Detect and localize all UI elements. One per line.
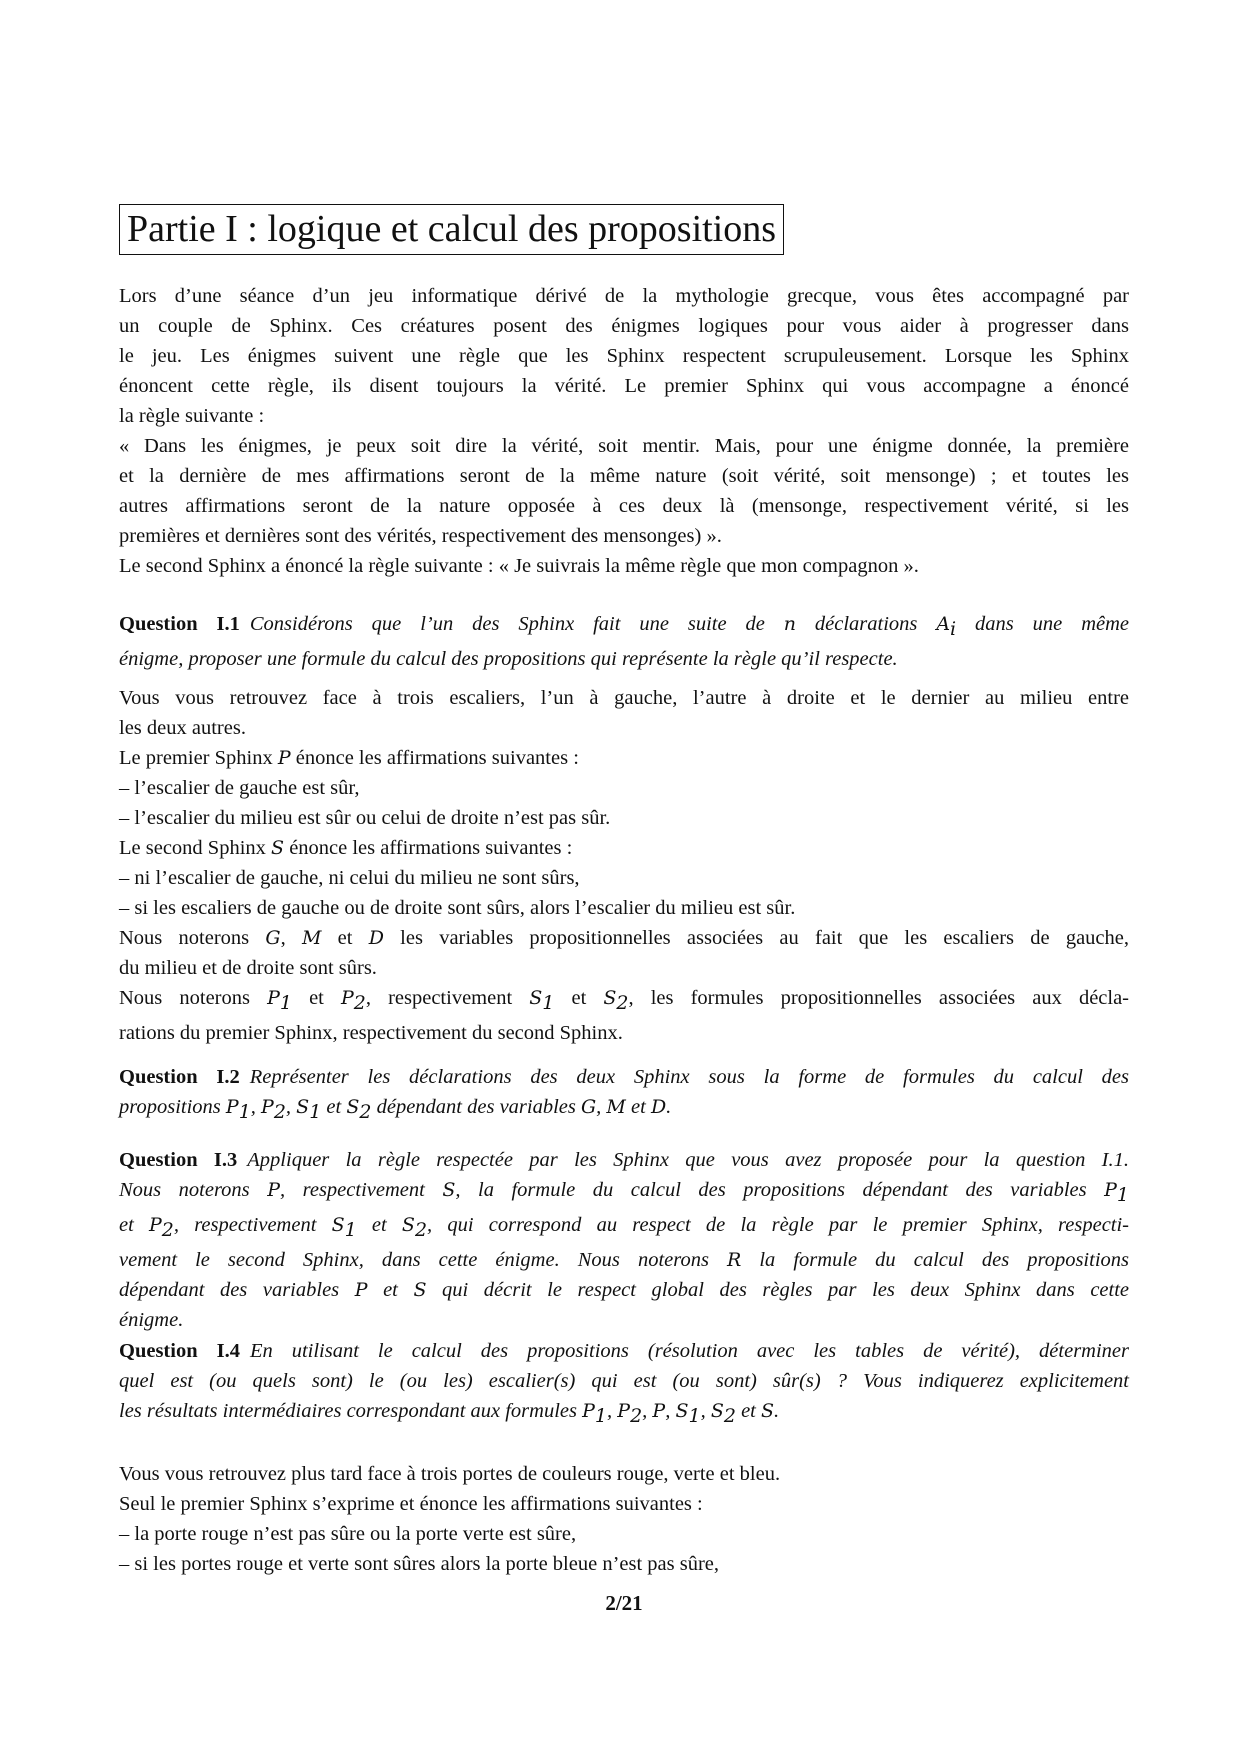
question-1 [119,609,1129,674]
text-line: Seul le premier Sphinx s’exprime et énonce les affirmations suivantes : [119,1493,703,1515]
punct: , [700,1400,711,1422]
math-subscript: i [950,618,957,641]
text-line: les variables propositionnelles associées au fait que les escaliers de gauche, [383,927,1130,949]
conjunction: et [625,1096,651,1118]
text-line: Vous vous retrouvez plus tard face à trois portes de couleurs rouge, verte et bleu. [119,1463,781,1485]
math-var: S [296,1096,310,1118]
question-text: qui décrit le respect global des règles par les deux Sphinx dans cette [426,1279,1130,1302]
intro-paragraph [119,281,1129,581]
question-text: Nous noterons [119,1179,268,1201]
text-line: et la dernière de mes affirmations seront de la même nature (soit vérité, soit mensonge) ; et toutes les [119,465,1129,487]
text-line: Lors d’une séance d’un jeu informatique dérivé de la mythologie grecque, vous êtes accompagné par [119,285,1129,307]
math-var: P [1104,1179,1117,1201]
conjunction: et [321,927,369,949]
punct: , [280,927,302,949]
text-line: , respectivement [365,987,530,1009]
punct: , [665,1400,676,1422]
math-var: P [582,1400,595,1422]
question-text: énigme. [119,1309,184,1332]
math-var: P [354,1279,368,1302]
math-var: M [606,1096,626,1118]
question-text: dépendant des variables [119,1279,355,1302]
text-line: Nous noterons [119,927,266,949]
punct: , [596,1096,607,1118]
math-subscript: 1 [594,1405,608,1428]
math-var: P [267,1179,280,1201]
math-var: M [301,927,322,949]
conjunction: et [356,1214,402,1237]
question-text: vement le second Sphinx, dans cette énigme. Nous noterons [119,1249,727,1272]
list-item: – l’escalier du milieu est sûr ou celui de droite n’est pas sûr. [119,807,611,829]
math-var: G [580,1096,597,1118]
conjunction: et [367,1279,414,1302]
text-line: Vous vous retrouvez face à trois escaliers, l’un à gauche, l’autre à droite et le dernier au milieu entre [119,687,1129,709]
list-item: – ni l’escalier de gauche, ni celui du milieu ne sont sûrs, [119,867,580,889]
question-text: propositions [119,1096,226,1118]
question-label: Question I.4 [119,1340,240,1362]
conjunction: et [554,987,604,1009]
math-var: P [617,1400,631,1422]
question-text: déclarations [795,613,937,635]
math-subscript: 1 [344,1219,357,1242]
question-text: dépendant des variables [371,1096,581,1118]
list-item: – l’escalier de gauche est sûr, [119,777,360,799]
punct: . [666,1096,672,1118]
math-var: S [442,1179,456,1201]
question-text: Considérons que l’un des Sphinx fait une suite de [249,613,784,635]
punct: , [642,1400,653,1422]
punct: . [774,1400,780,1422]
math-var: S [761,1400,775,1422]
math-var: S [603,987,617,1009]
text-line: la règle suivante : [119,405,265,427]
question-text: Appliquer la règle respectée par les Sphinx que vous avez proposée pour la question I.1. [247,1149,1129,1171]
question-3 [119,1145,1129,1335]
math-var: S [346,1096,360,1118]
math-subscript: 2 [414,1219,428,1242]
text-line: le jeu. Les énigmes suivent une règle que les Sphinx respectent scrupuleusement. Lorsque les Sphinx [119,345,1129,367]
text-line: Le second Sphinx a énoncé la règle suivante : « Je suivrais la même règle que mon compagnon ». [119,555,919,577]
math-subscript: 1 [542,992,555,1015]
text-line: rations du premier Sphinx, respectivement du second Sphinx. [119,1022,623,1045]
section-title: Partie I : logique et calcul des propositions [119,204,784,255]
math-subscript: 2 [616,992,629,1015]
question-2 [119,1062,1129,1127]
math-var: S [271,837,285,859]
math-subscript: 2 [359,1101,372,1124]
question-text: la formule du calcul des propositions [741,1249,1129,1272]
math-var: P [261,1096,274,1118]
math-var: P [225,1096,239,1118]
math-var: S [675,1400,689,1422]
text-line: autres affirmations seront de la nature opposée à ces deux là (mensonge, respectivement vérité, si les [119,495,1129,517]
math-var: A [936,613,951,635]
math-subscript: 1 [238,1101,251,1124]
text-line: Le second Sphinx [119,837,272,859]
math-subscript: 2 [723,1405,736,1428]
question-text: , respectivement [279,1179,443,1201]
math-subscript: 1 [309,1101,322,1124]
question-text: , la formule du calcul des propositions dépendant des variables [455,1179,1105,1201]
question-text: dans une même [956,613,1129,635]
math-var: S [413,1279,427,1302]
question-label: Question I.3 [119,1149,238,1171]
math-var: S [529,987,543,1009]
math-subscript: 2 [161,1219,174,1242]
math-var: S [331,1214,345,1237]
math-subscript: 1 [279,992,292,1015]
punct: , [250,1096,262,1118]
math-subscript: 1 [688,1405,701,1428]
math-var: D [368,927,384,949]
question-text: En utilisant le calcul des propositions (résolution avec les tables de vérité), déterminer [249,1340,1129,1362]
text-line: premières et dernières sont des vérités, respectivement des mensonges) ». [119,525,722,547]
question-text: Représenter les déclarations des deux Sphinx sous la forme de formules du calcul des [249,1066,1129,1088]
conjunction: et [321,1096,347,1118]
math-var: S [401,1214,415,1237]
text-line: , les formules propositionnelles associées aux décla- [628,987,1130,1009]
math-var: D [650,1096,667,1118]
math-var: P [267,987,280,1009]
math-var: S [710,1400,724,1422]
page-number: 2/21 [605,1591,643,1615]
math-subscript: 2 [630,1405,643,1428]
punct: , [285,1096,297,1118]
question-text: quel est (ou quels sont) le (ou les) escalier(s) qui est (ou sont) sûr(s) ? Vous indiquerez explicitement [119,1370,1129,1392]
math-subscript: 2 [273,1101,286,1124]
math-var: G [265,927,281,949]
list-item: – si les portes rouge et verte sont sûres alors la porte bleue n’est pas sûre, [119,1553,720,1575]
math-subscript: 1 [1116,1184,1129,1207]
conjunction: et [291,987,341,1009]
text-line: « Dans les énigmes, je peux soit dire la vérité, soit mentir. Mais, pour une énigme donnée, la première [119,435,1129,457]
question-text: , qui correspond au respect de la règle par le premier Sphinx, respecti- [427,1214,1130,1237]
text-line: les deux autres. [119,717,246,739]
stairs-paragraph [119,683,1129,1048]
math-var: n [783,613,796,635]
list-item: – la porte rouge n’est pas sûre ou la porte verte est sûre, [119,1523,577,1545]
math-var: P [149,1214,162,1237]
question-label: Question I.1 [119,613,240,635]
list-item: – si les escaliers de gauche ou de droite sont sûrs, alors l’escalier du milieu est sûr. [119,897,796,919]
text-line: un couple de Sphinx. Ces créatures posent des énigmes logiques pour vous aider à progresser dans [119,315,1129,337]
math-var: R [727,1249,742,1272]
question-text: les résultats intermédiaires correspondant aux formules [119,1400,583,1422]
math-var: P [340,987,354,1009]
text-line: Nous noterons [119,987,268,1009]
math-var: P [277,747,291,769]
text-line: Le premier Sphinx [119,747,278,769]
question-label: Question I.2 [119,1066,240,1088]
math-var: P [652,1400,666,1422]
punct: , [607,1400,618,1422]
text-line: du milieu et de droite sont sûrs. [119,957,377,979]
question-text: énigme, proposer une formule du calcul des propositions qui représente la règle qu’il respecte. [119,648,898,671]
math-subscript: 2 [353,992,366,1015]
conjunction: et [735,1400,761,1422]
question-text: , respectivement [173,1214,332,1237]
text-line: énoncent cette règle, ils disent toujours la vérité. Le premier Sphinx qui vous accompagne a énoncé [119,375,1129,397]
question-text: et [119,1214,149,1237]
text-line: énonce les affirmations suivantes : [290,747,579,769]
text-line: énonce les affirmations suivantes : [284,837,573,859]
doors-paragraph [119,1459,1129,1579]
question-4 [119,1336,1129,1431]
